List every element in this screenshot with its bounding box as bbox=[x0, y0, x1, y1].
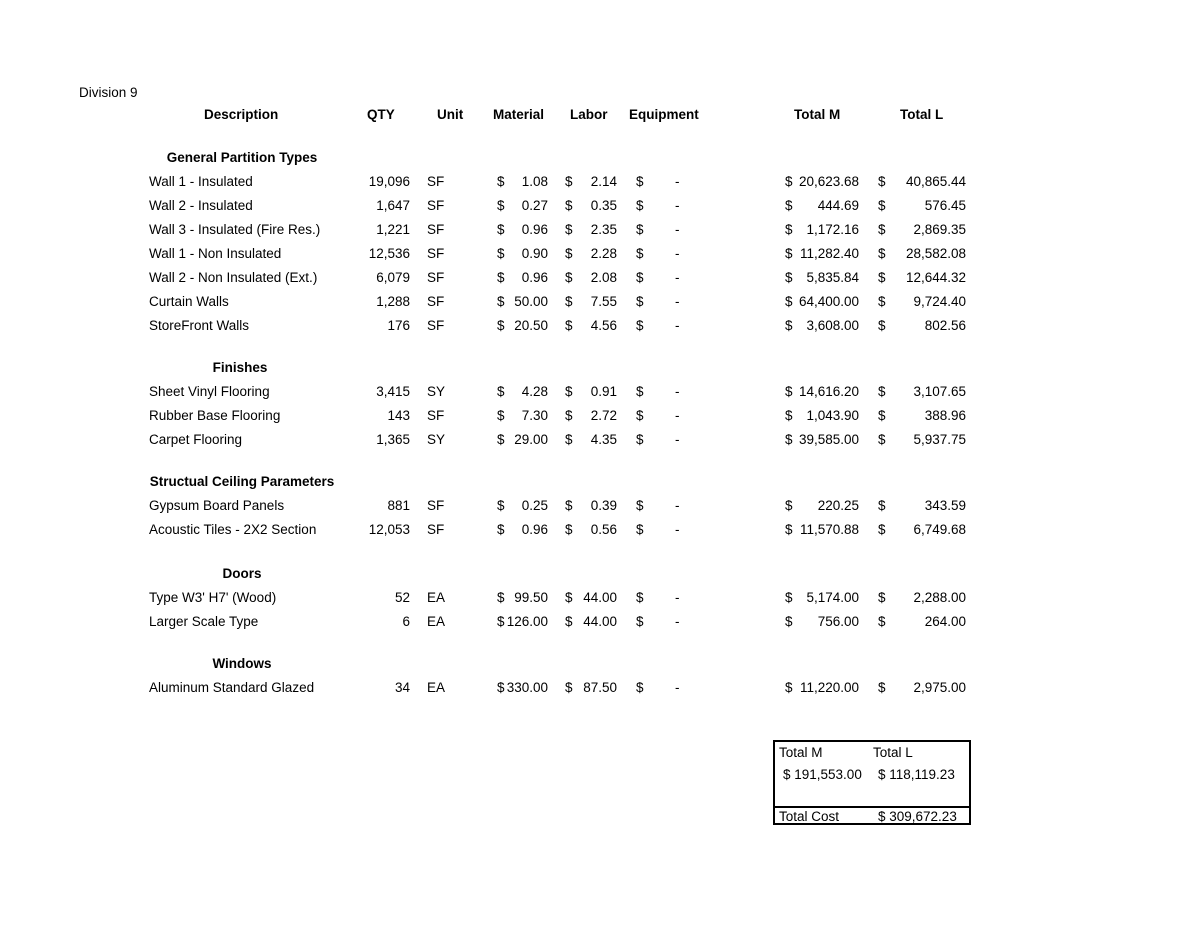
currency-sign: $ bbox=[497, 318, 505, 333]
row-labor: 0.56 bbox=[590, 522, 617, 537]
currency-sign: $ bbox=[785, 522, 793, 537]
row-material: 126.00 bbox=[506, 614, 548, 629]
currency-sign: $ bbox=[785, 614, 793, 629]
row-unit: SY bbox=[427, 432, 446, 447]
row-description: Wall 1 - Insulated bbox=[149, 174, 253, 189]
row-qty: 12,053 bbox=[368, 522, 410, 537]
row-description: Acoustic Tiles - 2X2 Section bbox=[149, 522, 317, 537]
row-labor: 44.00 bbox=[583, 590, 617, 605]
row-qty: 1,221 bbox=[376, 222, 410, 237]
row-equipment: - bbox=[675, 294, 680, 309]
currency-sign: $ bbox=[565, 522, 573, 537]
row-total-m: 64,400.00 bbox=[798, 294, 859, 309]
currency-sign: $ bbox=[565, 614, 573, 629]
header-description: Description bbox=[204, 107, 279, 122]
summary-total-cost-label: Total Cost bbox=[779, 809, 840, 824]
row-labor: 2.35 bbox=[590, 222, 617, 237]
summary-total-cost-value: $ 309,672.23 bbox=[878, 809, 957, 824]
row-material: 0.96 bbox=[521, 522, 548, 537]
currency-sign: $ bbox=[785, 294, 793, 309]
row-unit: SY bbox=[427, 384, 446, 399]
currency-sign: $ bbox=[497, 432, 505, 447]
row-material: 1.08 bbox=[521, 174, 548, 189]
row-total-l: 6,749.68 bbox=[913, 522, 966, 537]
currency-sign: $ bbox=[785, 680, 793, 695]
row-material: 0.25 bbox=[521, 498, 548, 513]
currency-sign: $ bbox=[565, 198, 573, 213]
row-qty: 1,288 bbox=[376, 294, 410, 309]
row-labor: 0.35 bbox=[590, 198, 617, 213]
currency-sign: $ bbox=[636, 174, 644, 189]
summary-divider bbox=[775, 806, 969, 808]
row-description: Wall 3 - Insulated (Fire Res.) bbox=[149, 222, 321, 237]
row-labor: 4.35 bbox=[590, 432, 617, 447]
row-total-l: 388.96 bbox=[924, 408, 966, 423]
row-equipment: - bbox=[675, 384, 680, 399]
row-labor: 4.56 bbox=[590, 318, 617, 333]
currency-sign: $ bbox=[878, 174, 886, 189]
currency-sign: $ bbox=[878, 432, 886, 447]
row-unit: SF bbox=[427, 246, 445, 261]
currency-sign: $ bbox=[565, 246, 573, 261]
row-qty: 176 bbox=[387, 318, 410, 333]
row-unit: SF bbox=[427, 174, 445, 189]
row-total-m: 1,043.90 bbox=[806, 408, 859, 423]
currency-sign: $ bbox=[565, 222, 573, 237]
row-material: 0.90 bbox=[521, 246, 548, 261]
row-description: Curtain Walls bbox=[149, 294, 229, 309]
currency-sign: $ bbox=[565, 408, 573, 423]
row-total-m: 39,585.00 bbox=[798, 432, 859, 447]
row-description: Gypsum Board Panels bbox=[149, 498, 285, 513]
row-material: 0.96 bbox=[521, 222, 548, 237]
currency-sign: $ bbox=[878, 408, 886, 423]
section-title: Finishes bbox=[212, 360, 268, 375]
row-total-m: 3,608.00 bbox=[806, 318, 859, 333]
currency-sign: $ bbox=[636, 384, 644, 399]
currency-sign: $ bbox=[497, 614, 505, 629]
currency-sign: $ bbox=[636, 498, 644, 513]
row-unit: SF bbox=[427, 498, 445, 513]
currency-sign: $ bbox=[878, 384, 886, 399]
section-title: Windows bbox=[212, 656, 272, 671]
currency-sign: $ bbox=[878, 498, 886, 513]
currency-sign: $ bbox=[878, 246, 886, 261]
row-total-m: 11,282.40 bbox=[799, 246, 859, 261]
currency-sign: $ bbox=[497, 246, 505, 261]
row-total-l: 576.45 bbox=[924, 198, 966, 213]
currency-sign: $ bbox=[785, 384, 793, 399]
row-description: Wall 1 - Non Insulated bbox=[149, 246, 282, 261]
currency-sign: $ bbox=[636, 680, 644, 695]
row-total-m: 5,174.00 bbox=[806, 590, 859, 605]
row-labor: 0.39 bbox=[590, 498, 617, 513]
row-qty: 1,647 bbox=[376, 198, 410, 213]
currency-sign: $ bbox=[785, 590, 793, 605]
row-material: 4.28 bbox=[521, 384, 548, 399]
header-total-m: Total M bbox=[794, 107, 841, 122]
row-unit: EA bbox=[427, 614, 446, 629]
row-description: Type W3' H7' (Wood) bbox=[149, 590, 277, 605]
currency-sign: $ bbox=[878, 590, 886, 605]
row-qty: 12,536 bbox=[368, 246, 410, 261]
currency-sign: $ bbox=[565, 432, 573, 447]
currency-sign: $ bbox=[785, 246, 793, 261]
division-title: Division 9 bbox=[79, 85, 138, 100]
currency-sign: $ bbox=[565, 318, 573, 333]
currency-sign: $ bbox=[785, 318, 793, 333]
currency-sign: $ bbox=[636, 318, 644, 333]
summary-total-l-value: $ 118,119.23 bbox=[878, 767, 955, 782]
row-description: Sheet Vinyl Flooring bbox=[149, 384, 270, 399]
row-total-l: 28,582.08 bbox=[905, 246, 966, 261]
currency-sign: $ bbox=[565, 174, 573, 189]
currency-sign: $ bbox=[497, 174, 505, 189]
row-equipment: - bbox=[675, 246, 680, 261]
currency-sign: $ bbox=[636, 294, 644, 309]
summary-box bbox=[773, 740, 971, 825]
row-total-l: 2,975.00 bbox=[913, 680, 966, 695]
row-unit: SF bbox=[427, 522, 445, 537]
currency-sign: $ bbox=[565, 590, 573, 605]
currency-sign: $ bbox=[878, 318, 886, 333]
currency-sign: $ bbox=[878, 270, 886, 285]
row-labor: 2.14 bbox=[590, 174, 617, 189]
currency-sign: $ bbox=[636, 270, 644, 285]
row-labor: 7.55 bbox=[590, 294, 617, 309]
row-unit: SF bbox=[427, 294, 445, 309]
row-labor: 44.00 bbox=[583, 614, 617, 629]
currency-sign: $ bbox=[497, 680, 505, 695]
currency-sign: $ bbox=[878, 680, 886, 695]
row-total-l: 3,107.65 bbox=[913, 384, 966, 399]
currency-sign: $ bbox=[497, 198, 505, 213]
row-total-l: 343.59 bbox=[924, 498, 966, 513]
row-unit: SF bbox=[427, 198, 445, 213]
row-material: 99.50 bbox=[514, 590, 548, 605]
row-qty: 1,365 bbox=[376, 432, 410, 447]
currency-sign: $ bbox=[785, 408, 793, 423]
currency-sign: $ bbox=[565, 680, 573, 695]
summary-total-m-label: Total M bbox=[779, 745, 823, 760]
row-description: Larger Scale Type bbox=[149, 614, 259, 629]
row-description: Rubber Base Flooring bbox=[149, 408, 281, 423]
row-total-m: 14,616.20 bbox=[798, 384, 859, 399]
row-total-m: 756.00 bbox=[817, 614, 859, 629]
currency-sign: $ bbox=[565, 294, 573, 309]
row-total-m: 11,570.88 bbox=[799, 522, 859, 537]
row-equipment: - bbox=[675, 270, 680, 285]
row-total-m: 5,835.84 bbox=[806, 270, 859, 285]
section-title: Structual Ceiling Parameters bbox=[149, 474, 335, 489]
row-total-m: 220.25 bbox=[817, 498, 859, 513]
summary-total-m-value: $ 191,553.00 bbox=[783, 767, 862, 782]
header-equipment: Equipment bbox=[629, 107, 699, 122]
row-equipment: - bbox=[675, 614, 680, 629]
row-unit: SF bbox=[427, 270, 445, 285]
row-labor: 2.08 bbox=[590, 270, 617, 285]
currency-sign: $ bbox=[785, 198, 793, 213]
row-qty: 6,079 bbox=[376, 270, 410, 285]
currency-sign: $ bbox=[785, 174, 793, 189]
row-total-l: 5,937.75 bbox=[913, 432, 966, 447]
row-labor: 2.28 bbox=[590, 246, 617, 261]
row-total-l: 802.56 bbox=[924, 318, 966, 333]
row-total-m: 20,623.68 bbox=[798, 174, 859, 189]
currency-sign: $ bbox=[497, 270, 505, 285]
row-equipment: - bbox=[675, 198, 680, 213]
row-material: 0.27 bbox=[521, 198, 548, 213]
row-labor: 0.91 bbox=[590, 384, 617, 399]
row-labor: 87.50 bbox=[583, 680, 617, 695]
currency-sign: $ bbox=[878, 614, 886, 629]
header-material: Material bbox=[493, 107, 545, 122]
section-title: General Partition Types bbox=[166, 150, 318, 165]
header-unit: Unit bbox=[437, 107, 464, 122]
currency-sign: $ bbox=[785, 432, 793, 447]
summary-total-l-label: Total L bbox=[873, 745, 913, 760]
row-qty: 143 bbox=[387, 408, 410, 423]
row-qty: 34 bbox=[394, 680, 410, 695]
currency-sign: $ bbox=[785, 498, 793, 513]
row-material: 0.96 bbox=[521, 270, 548, 285]
row-description: Carpet Flooring bbox=[149, 432, 243, 447]
currency-sign: $ bbox=[636, 590, 644, 605]
row-material: 29.00 bbox=[514, 432, 548, 447]
row-labor: 2.72 bbox=[590, 408, 617, 423]
row-material: 50.00 bbox=[514, 294, 548, 309]
row-description: Wall 2 - Insulated bbox=[149, 198, 253, 213]
row-total-m: 11,220.00 bbox=[799, 680, 859, 695]
row-total-m: 444.69 bbox=[817, 198, 859, 213]
currency-sign: $ bbox=[565, 384, 573, 399]
row-equipment: - bbox=[675, 174, 680, 189]
row-qty: 52 bbox=[394, 590, 410, 605]
row-material: 330.00 bbox=[506, 680, 548, 695]
currency-sign: $ bbox=[878, 294, 886, 309]
currency-sign: $ bbox=[636, 246, 644, 261]
currency-sign: $ bbox=[636, 222, 644, 237]
currency-sign: $ bbox=[497, 408, 505, 423]
row-equipment: - bbox=[675, 432, 680, 447]
row-unit: SF bbox=[427, 318, 445, 333]
currency-sign: $ bbox=[636, 408, 644, 423]
currency-sign: $ bbox=[636, 522, 644, 537]
currency-sign: $ bbox=[878, 222, 886, 237]
row-total-l: 40,865.44 bbox=[905, 174, 966, 189]
currency-sign: $ bbox=[497, 522, 505, 537]
row-equipment: - bbox=[675, 590, 680, 605]
row-qty: 3,415 bbox=[376, 384, 410, 399]
header-total-l: Total L bbox=[900, 107, 944, 122]
row-unit: EA bbox=[427, 680, 446, 695]
currency-sign: $ bbox=[497, 222, 505, 237]
row-total-l: 9,724.40 bbox=[913, 294, 966, 309]
row-unit: SF bbox=[427, 222, 445, 237]
currency-sign: $ bbox=[565, 270, 573, 285]
header-labor: Labor bbox=[570, 107, 608, 122]
currency-sign: $ bbox=[878, 522, 886, 537]
row-qty: 881 bbox=[387, 498, 410, 513]
row-total-l: 264.00 bbox=[924, 614, 966, 629]
row-description: Wall 2 - Non Insulated (Ext.) bbox=[149, 270, 318, 285]
header-qty: QTY bbox=[367, 107, 395, 122]
currency-sign: $ bbox=[497, 294, 505, 309]
row-total-m: 1,172.16 bbox=[806, 222, 859, 237]
section-title: Doors bbox=[222, 566, 262, 581]
row-total-l: 12,644.32 bbox=[905, 270, 966, 285]
row-equipment: - bbox=[675, 522, 680, 537]
row-material: 20.50 bbox=[514, 318, 548, 333]
row-equipment: - bbox=[675, 318, 680, 333]
row-equipment: - bbox=[675, 222, 680, 237]
row-unit: SF bbox=[427, 408, 445, 423]
row-equipment: - bbox=[675, 498, 680, 513]
row-equipment: - bbox=[675, 408, 680, 423]
row-total-l: 2,869.35 bbox=[913, 222, 966, 237]
currency-sign: $ bbox=[497, 384, 505, 399]
currency-sign: $ bbox=[636, 432, 644, 447]
row-total-l: 2,288.00 bbox=[913, 590, 966, 605]
currency-sign: $ bbox=[497, 590, 505, 605]
row-description: StoreFront Walls bbox=[149, 318, 250, 333]
currency-sign: $ bbox=[497, 498, 505, 513]
row-equipment: - bbox=[675, 680, 680, 695]
currency-sign: $ bbox=[636, 614, 644, 629]
row-qty: 19,096 bbox=[368, 174, 410, 189]
currency-sign: $ bbox=[878, 198, 886, 213]
currency-sign: $ bbox=[785, 270, 793, 285]
row-material: 7.30 bbox=[521, 408, 548, 423]
row-description: Aluminum Standard Glazed bbox=[149, 680, 315, 695]
currency-sign: $ bbox=[636, 198, 644, 213]
row-unit: EA bbox=[427, 590, 446, 605]
currency-sign: $ bbox=[785, 222, 793, 237]
row-qty: 6 bbox=[402, 614, 410, 629]
currency-sign: $ bbox=[565, 498, 573, 513]
